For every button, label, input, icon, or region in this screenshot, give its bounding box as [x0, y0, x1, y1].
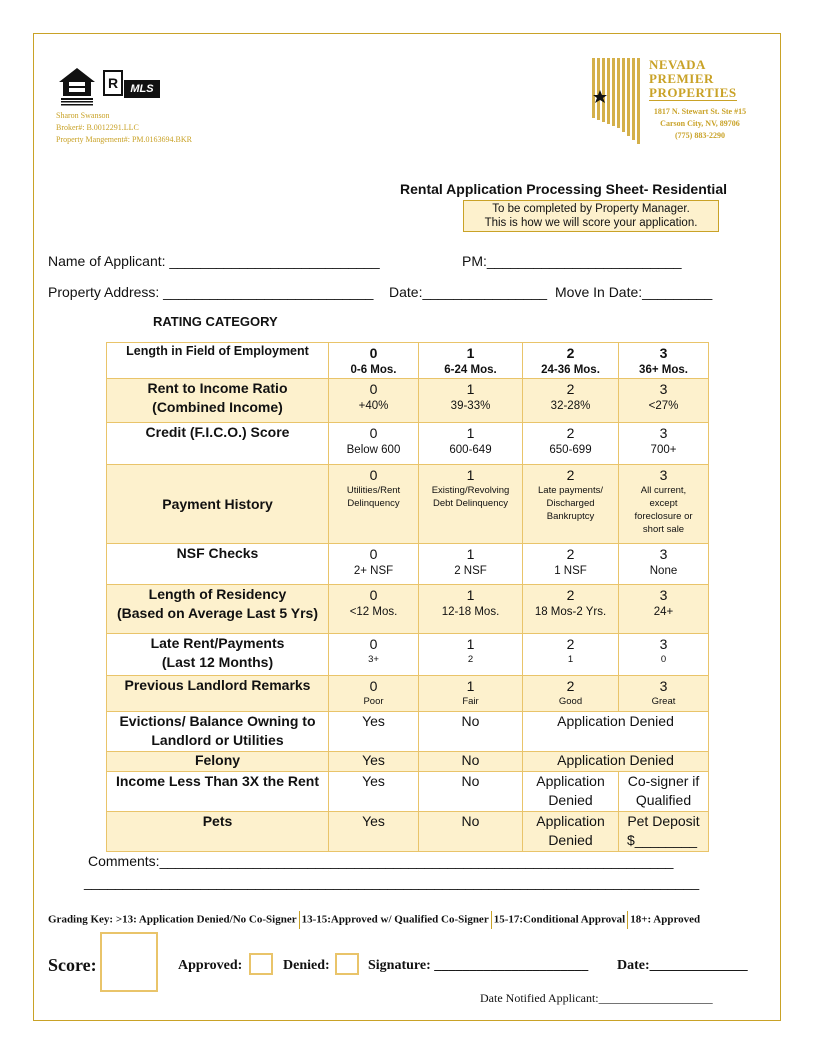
realtor-logo: R [103, 70, 123, 96]
property-management-number: Property Mangement#: PM.0163694.BKR [56, 135, 192, 144]
row-label [107, 634, 329, 676]
score-2-cell[interactable] [523, 343, 619, 379]
score-criteria: Utilities/Rent [346, 485, 401, 496]
score-criteria: Delinquency [347, 498, 400, 509]
score-criteria: <27% [648, 400, 679, 412]
score-0-cell[interactable] [329, 585, 419, 634]
table-row-evictions [107, 712, 709, 752]
score-1-cell[interactable] [419, 585, 523, 634]
score-0-cell[interactable] [329, 465, 419, 544]
score-criteria: 3+ [368, 654, 379, 665]
score-criteria: 0 [660, 654, 667, 665]
score-value: 2 [566, 381, 575, 397]
row-label-line-1: Length of Residency [148, 586, 287, 602]
grading-key-item: 18+: Approved [630, 913, 701, 926]
score-0-cell[interactable] [329, 544, 419, 585]
application-denied-cell [523, 812, 619, 852]
rating-table [106, 342, 709, 852]
score-criteria: Debt Delinquency [433, 498, 508, 509]
score-criteria: 1 NSF [554, 565, 587, 577]
score-criteria: 24+ [653, 606, 674, 618]
table-row-landlord-remarks [107, 676, 709, 712]
result-line-2: Denied [548, 792, 593, 808]
application-denied-cell: Application Denied [523, 752, 709, 772]
result-line-2: Denied [548, 832, 593, 848]
equal-housing-icon [57, 66, 97, 106]
score-criteria: Good [558, 696, 583, 707]
score-criteria: None [649, 565, 678, 577]
score-criteria: <12 Mos. [349, 606, 398, 618]
score-value: 2 [566, 546, 575, 562]
score-3-cell[interactable] [619, 634, 709, 676]
score-3-cell[interactable] [619, 585, 709, 634]
score-2-cell[interactable] [523, 676, 619, 712]
row-label [107, 585, 329, 634]
score-value: 1 [466, 425, 475, 441]
result-line-1: Application [536, 813, 605, 829]
nevada-state-logo-icon [590, 56, 646, 144]
yes-cell[interactable]: Yes [329, 712, 419, 752]
row-label-line-2: (Based on Average Last 5 Yrs) [116, 605, 318, 621]
score-1-cell[interactable] [419, 343, 523, 379]
company-name [649, 58, 737, 101]
score-0-cell[interactable] [329, 423, 419, 465]
footer-date-field[interactable]: Date:______________ [617, 958, 748, 973]
row-label-line-1: Evictions/ Balance Owning to [119, 713, 316, 729]
score-value: 1 [466, 636, 475, 652]
score-value: 2 [566, 345, 575, 361]
score-value: 1 [466, 467, 475, 483]
result-line-1: Co-signer if [627, 773, 700, 789]
row-label-line-1: Rent to Income Ratio [147, 380, 288, 396]
row-label: NSF Checks [107, 544, 329, 585]
table-row-residency [107, 585, 709, 634]
score-value: 3 [659, 345, 668, 361]
grading-divider [627, 911, 628, 929]
score-2-cell[interactable] [523, 585, 619, 634]
yes-cell[interactable]: Yes [329, 772, 419, 812]
score-3-cell[interactable] [619, 343, 709, 379]
row-label-line-2: Landlord or Utilities [151, 732, 284, 748]
table-row-income [107, 772, 709, 812]
score-1-cell[interactable] [419, 676, 523, 712]
co-signer-cell [619, 772, 709, 812]
score-3-cell[interactable] [619, 379, 709, 423]
score-3-cell[interactable] [619, 423, 709, 465]
result-line-1: Application [536, 773, 605, 789]
score-criteria: 2+ NSF [353, 565, 394, 577]
score-value: 3 [659, 636, 668, 652]
no-cell[interactable]: No [419, 712, 523, 752]
signature-field[interactable]: Signature: ______________________ [368, 958, 589, 973]
score-value: 0 [369, 546, 378, 562]
score-criteria: 32-28% [550, 400, 591, 412]
score-2-cell[interactable] [523, 423, 619, 465]
score-value: 1 [466, 381, 475, 397]
score-value: 2 [566, 678, 575, 694]
row-label: Previous Landlord Remarks [107, 676, 329, 712]
no-cell[interactable]: No [419, 752, 523, 772]
table-row-late-rent [107, 634, 709, 676]
score-criteria: 39-33% [450, 400, 491, 412]
score-criteria: Bankruptcy [546, 511, 595, 522]
row-label-line-2: (Last 12 Months) [161, 654, 274, 670]
score-3-cell[interactable] [619, 676, 709, 712]
score-3-cell[interactable] [619, 544, 709, 585]
score-criteria: 24-36 Mos. [541, 364, 600, 376]
score-value: 3 [659, 425, 668, 441]
instruction-note [463, 200, 719, 232]
page-title: Rental Application Processing Sheet- Residential [400, 181, 727, 197]
row-label-line-2: (Combined Income) [152, 399, 283, 415]
score-value: 0 [369, 678, 378, 694]
score-2-cell[interactable] [523, 634, 619, 676]
score-criteria: Late payments/ [538, 485, 603, 496]
score-value: 3 [659, 381, 668, 397]
score-label: Score: [48, 955, 97, 975]
score-2-cell[interactable] [523, 465, 619, 544]
table-row-nsf-checks [107, 544, 709, 585]
score-value: 1 [466, 587, 475, 603]
row-label: Length in Field of Employment [107, 343, 329, 379]
result-line-1: Pet Deposit [627, 813, 700, 829]
yes-cell[interactable]: Yes [329, 812, 419, 852]
grading-divider [299, 911, 300, 929]
row-label: Income Less Than 3X the Rent [107, 772, 329, 812]
score-2-cell[interactable] [523, 379, 619, 423]
score-2-cell[interactable] [523, 544, 619, 585]
score-value: 0 [369, 381, 378, 397]
score-value: 3 [659, 587, 668, 603]
score-0-cell[interactable] [329, 379, 419, 423]
score-value: 3 [659, 467, 668, 483]
result-line-2: Qualified [635, 792, 692, 808]
approved-checkbox[interactable] [249, 953, 273, 975]
score-criteria: 36+ Mos. [639, 364, 688, 376]
table-row-rent-to-income [107, 379, 709, 423]
score-criteria: 2 NSF [454, 565, 487, 577]
no-cell[interactable]: No [419, 812, 523, 852]
score-value: 2 [566, 425, 575, 441]
score-criteria: +40% [358, 400, 389, 412]
score-criteria: 650-699 [549, 444, 592, 456]
score-3-cell[interactable] [619, 465, 709, 544]
score-1-cell[interactable] [419, 465, 523, 544]
score-criteria: foreclosure or [634, 511, 693, 522]
pet-deposit-amount[interactable]: $________ [627, 832, 698, 848]
score-value: 3 [659, 546, 668, 562]
score-value: 0 [369, 587, 378, 603]
move-in-date-field[interactable]: Move In Date:_________ [555, 284, 713, 300]
grading-divider [491, 911, 492, 929]
row-label: Credit (F.I.C.O.) Score [107, 423, 329, 465]
yes-cell[interactable]: Yes [329, 752, 419, 772]
score-1-cell[interactable] [419, 423, 523, 465]
score-value: 3 [659, 678, 668, 694]
grading-key-item: >13: Application Denied/No Co-Signer [115, 913, 297, 926]
score-value: 1 [466, 546, 475, 562]
date-field[interactable]: Date:________________ [389, 284, 548, 300]
date-notified-field[interactable]: Date Notified Applicant:___________________ [480, 991, 713, 1005]
broker-info [56, 110, 192, 146]
company-phone: (775) 883-2290 [675, 131, 725, 140]
denied-label: Denied: [283, 958, 330, 973]
score-box[interactable] [100, 932, 158, 992]
row-label: Payment History [107, 465, 329, 544]
score-1-cell[interactable] [419, 544, 523, 585]
table-row-payment-history [107, 465, 709, 544]
score-value: 0 [369, 425, 378, 441]
rating-category-heading: RATING CATEGORY [153, 314, 278, 329]
broker-name: Sharon Swanson [56, 111, 110, 120]
application-denied-cell: Application Denied [523, 712, 709, 752]
company-address [640, 106, 760, 142]
score-1-cell[interactable] [419, 634, 523, 676]
property-address-field[interactable]: Property Address: ___________________________ [48, 284, 374, 300]
score-criteria: Existing/Revolving [431, 485, 510, 496]
score-criteria: short sale [642, 524, 685, 535]
score-criteria: 700+ [650, 444, 677, 456]
score-1-cell[interactable] [419, 379, 523, 423]
score-criteria: Discharged [546, 498, 595, 509]
score-criteria: 12-18 Mos. [441, 606, 500, 618]
grading-key-item: 13-15:Approved w/ Qualified Co-Signer [301, 913, 489, 926]
grading-key-item: 15-17:Conditional Approval [493, 913, 626, 926]
score-criteria: Below 600 [346, 444, 401, 456]
table-row-employment [107, 343, 709, 379]
row-label: Pets [107, 812, 329, 852]
note-line-2: This is how we will score your application. [484, 217, 698, 229]
approved-label: Approved: [178, 958, 243, 973]
score-criteria: except [649, 498, 678, 509]
score-value: 1 [466, 678, 475, 694]
row-label [107, 379, 329, 423]
grading-key [48, 911, 700, 929]
pm-field[interactable]: PM:_________________________ [462, 253, 682, 269]
table-row-pets [107, 812, 709, 852]
row-label: Felony [107, 752, 329, 772]
score-value: 1 [466, 345, 475, 361]
score-value: 0 [369, 636, 378, 652]
score-value: 2 [566, 636, 575, 652]
score-criteria: 1 [567, 654, 574, 665]
row-label [107, 712, 329, 752]
score-criteria: 0-6 Mos. [350, 364, 397, 376]
score-0-cell[interactable] [329, 676, 419, 712]
table-row-felony [107, 752, 709, 772]
comments-line-2[interactable]: _______________________________________________________________________________ [84, 874, 700, 890]
score-criteria: 18 Mos-2 Yrs. [534, 606, 607, 618]
score-criteria: 600-649 [449, 444, 492, 456]
grading-key-label: Grading Key: [48, 913, 116, 926]
company-city: Carson City, NV, 89706 [660, 119, 740, 128]
broker-number: Broker#: B.0012291.LLC [56, 123, 139, 132]
score-criteria: Poor [363, 696, 384, 707]
score-criteria: 2 [467, 654, 474, 665]
score-criteria: 6-24 Mos. [444, 364, 497, 376]
applicant-name-field[interactable]: Name of Applicant: ___________________________ [48, 253, 380, 269]
no-cell[interactable]: No [419, 772, 523, 812]
score-value: 0 [369, 345, 378, 361]
table-row-credit [107, 423, 709, 465]
score-0-cell[interactable] [329, 343, 419, 379]
company-street: 1817 N. Stewart St. Ste #15 [653, 107, 747, 116]
application-denied-cell [523, 772, 619, 812]
pet-deposit-cell[interactable] [619, 812, 709, 852]
denied-checkbox[interactable] [335, 953, 359, 975]
score-criteria: All current, [640, 485, 687, 496]
comments-field[interactable]: Comments:__________________________________________________________________ [88, 853, 674, 869]
mls-logo: MLS [124, 80, 160, 98]
note-line-1: To be completed by Property Manager. [492, 203, 690, 215]
company-name-line-1: NEVADA [649, 57, 706, 72]
score-value: 2 [566, 467, 575, 483]
score-value: 0 [369, 467, 378, 483]
row-label-line-1: Late Rent/Payments [150, 635, 285, 651]
score-criteria: Fair [462, 696, 479, 707]
score-0-cell[interactable] [329, 634, 419, 676]
score-criteria: Great [651, 696, 676, 707]
company-name-line-2: PREMIER [649, 71, 714, 86]
company-name-line-3: PROPERTIES [649, 85, 737, 100]
score-value: 2 [566, 587, 575, 603]
